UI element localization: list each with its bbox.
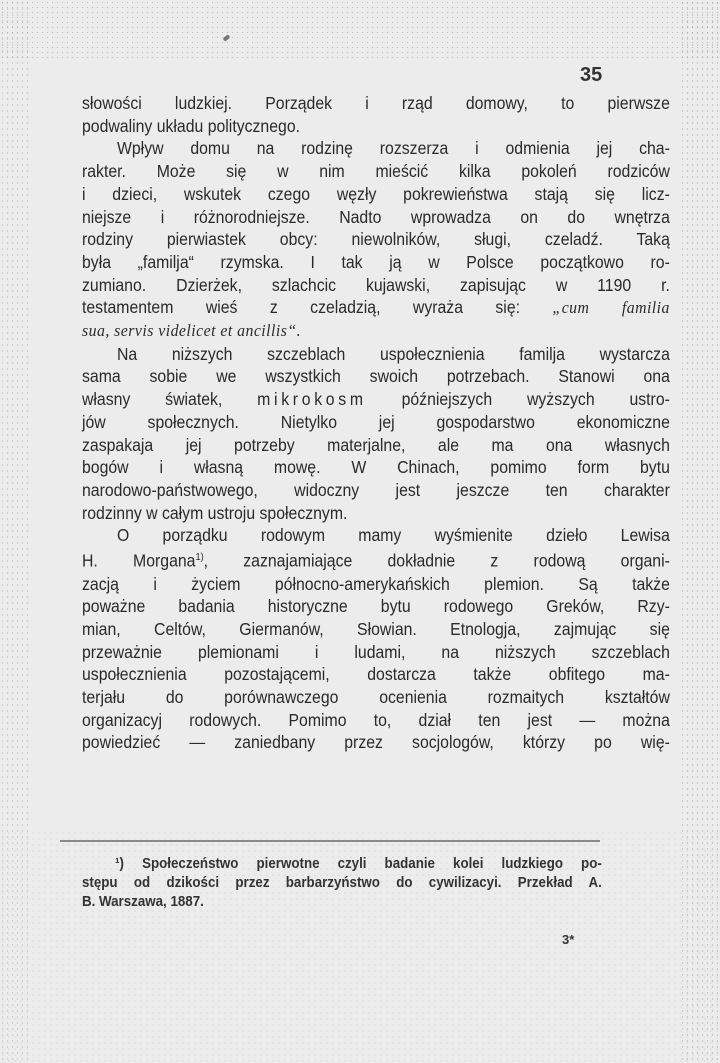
text-line: rodziny pierwiastek obcy: niewolników, sługi, czeladź. Taką xyxy=(82,229,670,250)
body-text xyxy=(82,92,670,754)
text-line xyxy=(82,296,670,320)
text-line: mian, Celtów, Giermanów, Słowian. Etnologja, zajmując się xyxy=(82,618,670,639)
text-line: była „familja“ rzymska. I tak ją w Polsce początkowo ro- xyxy=(82,251,670,272)
text-line: narodowo-państwowego, widoczny jest jeszcze ten charakter xyxy=(82,479,670,500)
latin-quote-line: sua, servis videlicet et ancillis“. xyxy=(82,321,302,341)
footnote-divider xyxy=(60,840,600,842)
text-line: bogów i własną mowę. W Chinach, pomimo form bytu xyxy=(82,457,670,478)
footnote-reference[interactable]: 1) xyxy=(195,552,204,564)
text-segment: testamentem wieś z czeladzią, wyraża się: xyxy=(82,297,521,318)
footnote-line: B. Warszawa, 1887. xyxy=(82,894,204,910)
text-line: O porządku rodowym mamy wyśmienite dzieło Lewisa xyxy=(116,525,670,546)
text-line: Na niższych szczeblach uspołecznienia familja wystarcza xyxy=(116,343,670,364)
text-line: niejsze i różnorodniejsze. Nadto wprowadza on do wnętrza xyxy=(82,206,670,227)
text-line: organizacyj rodowych. Pomimo to, dział ten jest — można xyxy=(82,709,670,730)
text-line: jów społecznych. Nietylko jej gospodarstwo ekonomiczne xyxy=(82,411,670,432)
text-line: słowości ludzkiej. Porządek i rząd domowy, to pierwsze xyxy=(82,93,670,113)
footnote xyxy=(82,855,602,912)
text-segment: własny światek, xyxy=(82,389,223,410)
text-line xyxy=(82,547,670,572)
footnote-marker: ¹) xyxy=(115,856,125,872)
text-segment: H. Morgana xyxy=(82,550,196,571)
text-line: poważne badania historyczne bytu rodowego Greków, Rzy- xyxy=(82,596,670,617)
text-line: i dzieci, wskutek czego węzły pokrewieństwa stają się licz- xyxy=(82,183,670,204)
text-line: rodzinny w całym ustroju społecznym. xyxy=(82,502,348,523)
latin-quote: „cum familia xyxy=(552,298,670,318)
footnote-line: stępu od dzikości przez barbarzyństwo do cywilizacyi. Przekład A. xyxy=(82,875,602,891)
footnote-line xyxy=(82,855,602,874)
text-line: uspołecznienia pozostającemi, dostarcza także obfitego ma- xyxy=(82,664,670,685)
page-number: 35 xyxy=(580,64,603,86)
text-line: Wpływ domu na rodzinę rozszerza i odmienia jej cha- xyxy=(116,138,670,159)
text-line: rakter. Może się w nim mieścić kilka pokoleń rodziców xyxy=(82,161,670,182)
text-line: przeważnie plemionami i ludami, na niższych szczeblach xyxy=(82,641,670,662)
text-line xyxy=(82,388,670,411)
text-line: terjału do porównawczego ocenienia rozmaitych kształtów xyxy=(82,687,670,708)
text-segment: , zaznajamiające dokładnie z rodową organi- xyxy=(203,550,670,571)
text-line: podwaliny układu politycznego. xyxy=(82,115,301,136)
text-line: sama sobie we wszystkich swoich potrzebach. Stanowi ona xyxy=(82,366,670,387)
text-line: powiedzieć — zaniedbany przez socjologów, którzy po wię- xyxy=(82,732,670,753)
text-line: zacją i życiem północno-amerykańskich plemion. Są także xyxy=(82,573,670,594)
signature-mark: 3* xyxy=(562,932,575,947)
scan-noise-top xyxy=(0,0,720,60)
emphasized-word: mikrokosm xyxy=(257,389,367,410)
text-segment: późniejszych wyższych ustro- xyxy=(401,389,670,410)
text-line: zumiano. Dzierżek, szlachcic kujawski, zapisując w 1190 r. xyxy=(82,274,670,295)
text-line: zaspakaja jej potrzeby materjalne, ale ma ona własnych xyxy=(82,434,670,455)
footnote-text: Społeczeństwo pierwotne czyli badanie kolei ludzkiego po- xyxy=(142,856,602,872)
